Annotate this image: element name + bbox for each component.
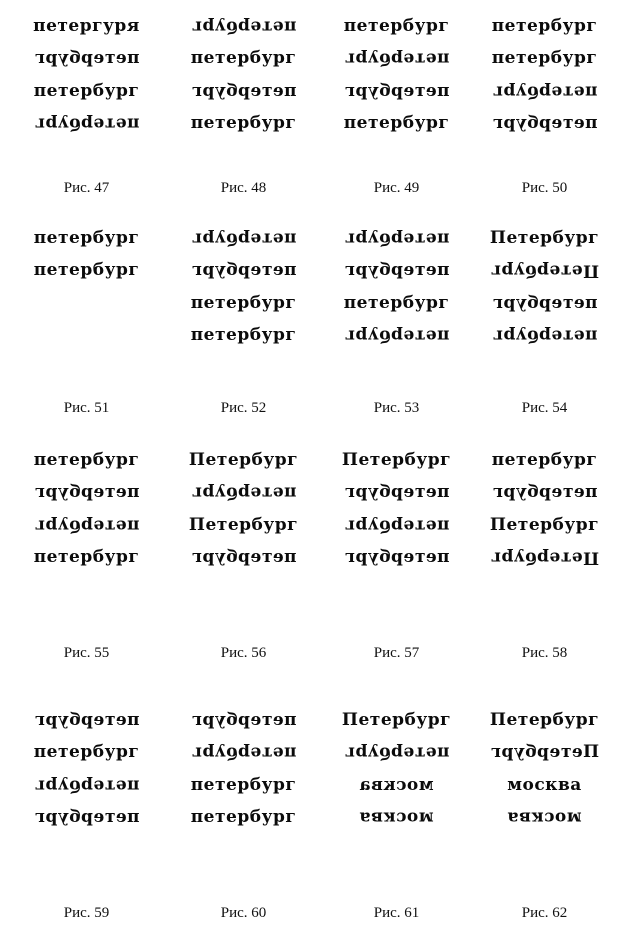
word-group <box>8 450 165 568</box>
distorted-word <box>8 260 165 280</box>
distorted-word <box>165 293 322 313</box>
distorted-word <box>466 807 623 827</box>
distorted-word <box>466 710 623 730</box>
distorted-word <box>165 710 322 730</box>
distorted-word <box>318 482 475 502</box>
figure-caption: Рис. 59 <box>63 905 110 921</box>
distorted-word <box>318 807 475 827</box>
word-text: петербург <box>33 80 140 101</box>
figure-caption: Рис. 56 <box>220 645 267 661</box>
word-text: петербург <box>190 228 297 249</box>
distorted-word <box>8 710 165 730</box>
word-text: москва <box>359 807 434 828</box>
word-text: петербург <box>190 710 297 730</box>
word-text: петербург <box>33 710 140 730</box>
word-text: Петербург <box>489 228 600 248</box>
distorted-word <box>466 515 623 535</box>
distorted-word <box>318 742 475 762</box>
word-text: петергуря <box>33 16 140 36</box>
distorted-word <box>8 807 165 827</box>
word-text: москва <box>507 774 582 795</box>
distorted-word <box>318 547 475 567</box>
figure-caption: Рис. 52 <box>220 400 267 416</box>
word-text: петербург <box>190 16 297 37</box>
word-group <box>165 228 322 346</box>
distorted-word <box>466 260 623 280</box>
distorted-word <box>165 482 322 502</box>
distorted-word <box>318 450 475 470</box>
word-text: Петербург <box>188 514 299 535</box>
word-text: петербург <box>33 515 140 536</box>
word-text: петербург <box>343 113 450 134</box>
distorted-word <box>466 482 623 502</box>
word-text: петербург <box>190 48 297 69</box>
word-text: петербург <box>343 515 450 536</box>
distorted-word <box>466 742 623 762</box>
word-group <box>466 450 623 568</box>
figure-caption: Рис. 55 <box>63 645 110 661</box>
word-text: петербург <box>190 547 297 568</box>
word-text: петербург <box>491 48 598 69</box>
word-text: петербург <box>33 742 140 763</box>
word-text: петербург <box>33 228 140 248</box>
distorted-word <box>466 547 623 567</box>
word-text: Петербург <box>341 450 452 470</box>
word-text: петербург <box>190 482 297 503</box>
word-text: петербург <box>491 450 598 470</box>
word-text: петербург <box>491 325 598 346</box>
distorted-word <box>8 775 165 795</box>
distorted-word <box>165 742 322 762</box>
word-text: Петербург <box>489 260 600 281</box>
word-group <box>318 450 475 568</box>
distorted-word <box>466 775 623 795</box>
figure-caption: Рис. 62 <box>521 905 568 921</box>
word-text: петербург <box>190 325 297 346</box>
distorted-word <box>165 775 322 795</box>
word-group <box>318 228 475 346</box>
word-text: петербург <box>190 80 297 101</box>
word-group <box>165 450 322 568</box>
distorted-word <box>318 775 475 795</box>
word-text: петербург <box>343 325 450 346</box>
distorted-word <box>318 515 475 535</box>
word-text: Петербург <box>489 547 600 568</box>
word-text: петербург <box>33 113 140 134</box>
distorted-word <box>318 293 475 313</box>
word-text: петербург <box>190 807 297 828</box>
word-text: петербург <box>190 260 297 281</box>
word-text: петербург <box>343 48 450 69</box>
distorted-word <box>165 807 322 827</box>
word-text: петербург <box>491 113 598 134</box>
word-group <box>318 710 475 828</box>
distorted-word <box>165 515 322 535</box>
word-text: петербург <box>33 48 140 69</box>
word-text: москва <box>507 807 582 828</box>
word-text: петербург <box>33 547 140 568</box>
word-group <box>466 710 623 828</box>
word-text: петербург <box>343 260 450 281</box>
distorted-word <box>8 450 165 470</box>
word-text: Петербург <box>489 742 600 763</box>
distorted-word <box>165 547 322 567</box>
distorted-word <box>8 742 165 762</box>
word-text: петербург <box>491 292 598 313</box>
figure-caption: Рис. 48 <box>220 180 267 196</box>
word-text: Петербург <box>489 710 600 730</box>
word-text: петербург <box>33 807 140 828</box>
word-text: петербург <box>33 260 140 281</box>
figure-caption: Рис. 58 <box>521 645 568 661</box>
word-text: петербург <box>190 113 297 134</box>
figure-caption: Рис. 51 <box>63 400 110 416</box>
distorted-word <box>318 260 475 280</box>
word-text: петербург <box>491 16 598 36</box>
distorted-word <box>8 515 165 535</box>
word-group <box>8 710 165 828</box>
word-text: петербург <box>343 482 450 503</box>
distorted-word <box>466 450 623 470</box>
word-text: петербург <box>33 482 140 503</box>
figure-caption: Рис. 47 <box>63 180 110 196</box>
word-text: Петербург <box>188 450 299 470</box>
distorted-word <box>8 482 165 502</box>
word-group <box>165 710 322 828</box>
figure-caption: Рис. 60 <box>220 905 267 921</box>
word-text: петербург <box>33 450 140 470</box>
word-text: петербург <box>343 16 450 36</box>
word-text: петербург <box>343 547 450 568</box>
figure-caption: Рис. 49 <box>373 180 420 196</box>
distorted-word <box>318 325 475 345</box>
figure-caption: Рис. 61 <box>373 905 420 921</box>
word-text: петербург <box>190 742 297 763</box>
word-text: петербург <box>491 81 598 102</box>
distorted-word <box>165 260 322 280</box>
word-text: петербург <box>33 775 140 796</box>
word-text: Петербург <box>341 710 452 730</box>
distorted-word <box>466 325 623 345</box>
figure-caption: Рис. 50 <box>521 180 568 196</box>
distorted-word <box>466 293 623 313</box>
word-text: петербург <box>343 80 450 101</box>
word-text: петербург <box>343 228 450 249</box>
figure-caption: Рис. 53 <box>373 400 420 416</box>
word-text: петербург <box>491 482 598 503</box>
word-text: Петербург <box>489 514 600 535</box>
word-text: петербург <box>190 292 297 313</box>
word-group <box>8 228 165 281</box>
distorted-word <box>8 547 165 567</box>
word-text: петербург <box>190 774 297 795</box>
distorted-word <box>318 710 475 730</box>
distorted-word <box>165 325 322 345</box>
distorted-word <box>165 450 322 470</box>
word-text: петербург <box>343 292 450 313</box>
word-group <box>466 228 623 346</box>
figure-caption: Рис. 54 <box>521 400 568 416</box>
figure-caption: Рис. 57 <box>373 645 420 661</box>
word-text: петербург <box>343 742 450 763</box>
word-text: москва <box>359 774 434 795</box>
